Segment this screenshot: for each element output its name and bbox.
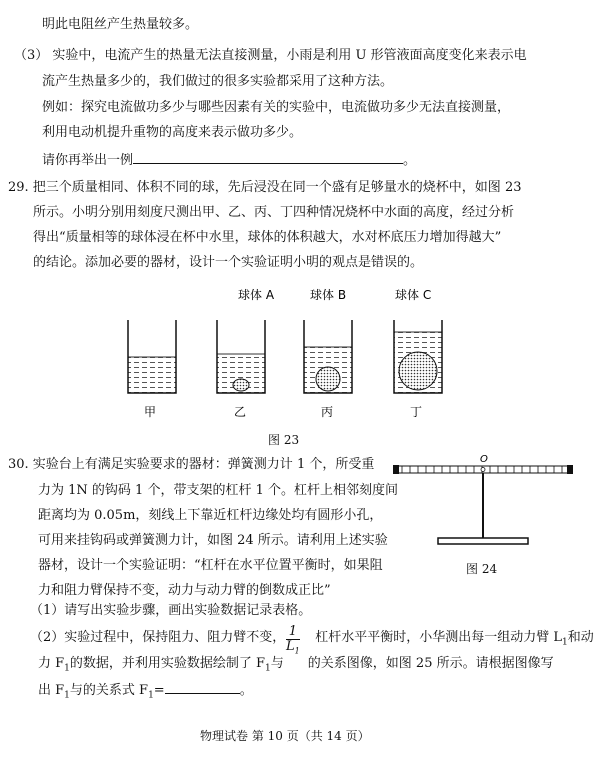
subscript: 1 [64,663,70,674]
beaker-label: 丙 [321,405,334,419]
text-fragment: 出 F [38,683,65,698]
answer-blank [133,151,403,164]
ball-c-label: 球体 C [395,288,432,302]
text-fragment: = [153,683,165,698]
text-line: 流产生热量多少的，我们做过的很多实验都采用了这种方法。 [42,74,394,89]
question-30-line: 可用来挂钩码或弹簧测力计，如图 24 所示。请利用上述实验 [38,533,388,548]
fraction-numerator: 1 [286,625,300,640]
question-29-line: 29. 把三个质量相同、体积不同的球，先后浸没在同一个盛有足够量水的烧杯中，如图 23 [8,180,522,195]
text-fragment: （2）实验过程中，保持阻力、阻力臂不变， [30,630,286,645]
lever-left-nut [393,465,399,474]
sub-question-2-line [30,630,594,651]
text-fragment: 杠杆水平平衡时，小华测出每一组动力臂 L [315,630,563,645]
beaker-bing [304,320,352,393]
subscript: 1 [265,663,271,674]
ball-a-label: 球体 A [238,288,275,302]
sub-question-1: （1）请写出实验步骤，画出实验数据记录表格。 [30,603,312,618]
ball-b-label: 球体 B [310,288,347,302]
sub-question-2-line [38,656,554,677]
sub-question-2-line [38,681,253,704]
stand-base [438,538,528,544]
period: 。 [403,153,417,168]
question-29-line: 得出“质量相等的球体浸在杯中水里，球体的体积越大，水对杯底压力增加得越大” [33,230,502,245]
beaker-label: 甲 [144,405,157,419]
text-line [42,151,416,169]
text-fragment: 与 [270,656,284,671]
text-line: （3） 实验中，电流产生的热量无法直接测量，小雨是利用 U 形管液面高度变化来表示电 [14,48,527,63]
question-30-line: 力为 1N 的钩码 1 个，带支架的杠杆 1 个。杠杆上相邻刻度间 [38,483,398,498]
question-29-line: 的结论。添加必要的器材，设计一个实验证明小明的观点是错误的。 [33,255,424,270]
beaker-ding [394,320,442,393]
question-30-line: 距离均为 0.05m，刻线上下靠近杠杆边缘处均有圆形小孔， [38,508,383,523]
ball-c [399,352,437,390]
example-prompt: 请你再举出一例 [42,153,134,168]
lever-right-nut [567,465,573,474]
figure-23 [110,285,460,445]
fraction-denominator: L [286,639,295,654]
text-fragment: 的数据，并利用实验数据绘制了 F [69,656,266,671]
ball-b [316,367,340,391]
question-30-line: 30. 实验台上有满足实验要求的器材：弹簧测力计 1 个，所受重 [8,457,375,472]
fraction-one-over-l1 [286,625,300,659]
answer-blank [165,681,240,694]
subscript: 1 [562,637,568,648]
beaker-yi [217,320,265,393]
text-line: 例如：探究电流做功多少与哪些因素有关的实验中，电流做功多少无法直接测量， [42,100,511,115]
text-fragment: 。 [239,683,253,698]
text-fragment: 的关系图像，如图 25 所示。请根据图像写 [307,656,554,671]
figure-24-caption: 图 24 [466,562,498,576]
question-29-line: 所示。小明分别用刻度尺测出甲、乙、丙、丁四种情况烧杯中水面的高度，经过分析 [33,205,515,220]
subscript: 1 [294,646,300,656]
figure-23-caption: 图 23 [268,433,300,447]
figure-24 [388,450,578,555]
text-line: 明此电阻丝产生热量较多。 [42,17,199,32]
beaker-label: 丁 [410,405,423,419]
question-30-line: 器材，设计一个实验证明：“杠杆在水平位置平衡时，如果阻 [38,558,383,573]
beaker-label: 乙 [234,405,247,419]
pivot-label: O [480,454,488,465]
subscript: 1 [148,690,154,701]
text-fragment: 和动 [567,630,594,645]
text-line: 利用电动机提升重物的高度来表示做功多少。 [42,125,303,140]
text-fragment: 力 F [38,656,65,671]
question-30-line: 力和阻力臂保持不变，动力与动力臂的倒数成正比” [38,583,331,598]
ball-a [233,379,249,391]
beaker-jia [128,320,176,393]
page-footer: 物理试卷 第 10 页（共 14 页） [200,729,370,743]
pivot-point [481,468,485,472]
subscript: 1 [64,690,70,701]
text-fragment: 的关系式 F [82,683,149,698]
text-fragment: 与 [69,683,83,698]
